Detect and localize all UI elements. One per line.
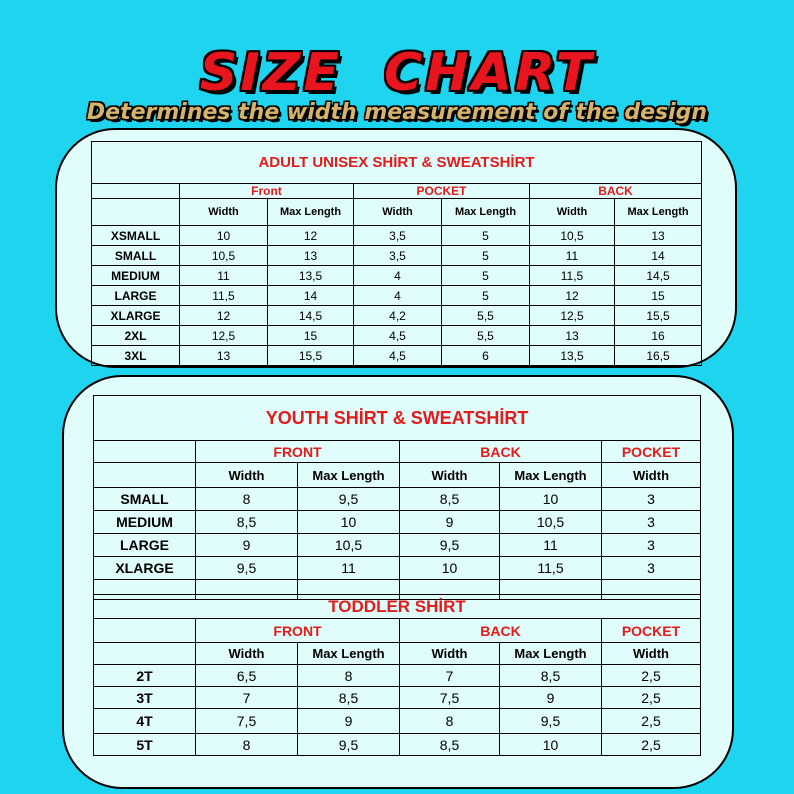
table-cell: 4 [354, 266, 442, 286]
size-label: 3XL [92, 346, 180, 366]
table-cell: 5 [442, 226, 530, 246]
column-header: Max Length [500, 463, 602, 488]
table-cell: 15 [615, 286, 702, 306]
table-cell: 6 [442, 346, 530, 366]
table-cell: 4,5 [354, 346, 442, 366]
table-cell: 8,5 [400, 734, 500, 756]
table-cell: 13 [615, 226, 702, 246]
table-cell: 2,5 [602, 687, 701, 709]
table-cell: 14,5 [615, 266, 702, 286]
column-header: Width [196, 643, 298, 665]
table-row [92, 306, 702, 326]
table-row [94, 687, 701, 709]
table-cell: 11 [180, 266, 268, 286]
table-cell: 11,5 [500, 557, 602, 580]
table-row [92, 346, 702, 366]
table-cell: 9,5 [298, 734, 400, 756]
table-cell: 5 [442, 266, 530, 286]
column-header: Width [196, 463, 298, 488]
table-cell: 9,5 [500, 709, 602, 734]
table-row [94, 534, 701, 557]
table-cell: 10,5 [298, 534, 400, 557]
table-cell: 8 [298, 665, 400, 687]
table-cell: 3,5 [354, 226, 442, 246]
table-cell: 7 [196, 687, 298, 709]
table-cell: 12 [180, 306, 268, 326]
table-cell: 2,5 [602, 665, 701, 687]
table-cell: 10 [500, 734, 602, 756]
table-cell: 6,5 [196, 665, 298, 687]
column-header: Max Length [442, 199, 530, 226]
table-cell: 11 [298, 557, 400, 580]
column-header: Width [530, 199, 615, 226]
table-cell: 2,5 [602, 709, 701, 734]
table-cell: 9 [298, 709, 400, 734]
table-cell: 8 [196, 734, 298, 756]
table-cell: 4,5 [354, 326, 442, 346]
table-cell: 3,5 [354, 246, 442, 266]
table-cell: 16 [615, 326, 702, 346]
table-row [94, 557, 701, 580]
table-cell: 15,5 [268, 346, 354, 366]
table-cell: 9,5 [298, 488, 400, 511]
adult-group-header: POCKET [354, 184, 530, 199]
table-cell: 5 [442, 286, 530, 306]
corner-cell [92, 184, 180, 199]
toddler-group-header: FRONT [196, 619, 400, 643]
corner-cell [92, 199, 180, 226]
column-header: Width [180, 199, 268, 226]
table-cell: 8,5 [196, 511, 298, 534]
table-cell: 10,5 [180, 246, 268, 266]
table-cell: 4 [354, 286, 442, 306]
table-row [92, 246, 702, 266]
size-label: 4T [94, 709, 196, 734]
table-cell: 12 [268, 226, 354, 246]
table-cell: 9 [500, 687, 602, 709]
table-cell: 9,5 [196, 557, 298, 580]
table-cell: 9 [196, 534, 298, 557]
table-row [92, 286, 702, 306]
table-row [92, 226, 702, 246]
size-label: 2XL [92, 326, 180, 346]
size-label: 2T [94, 665, 196, 687]
table-cell: 8,5 [400, 488, 500, 511]
table-cell: 9,5 [400, 534, 500, 557]
table-cell: 11 [500, 534, 602, 557]
corner-cell [94, 441, 196, 463]
column-header: Width [400, 463, 500, 488]
table-cell: 3 [602, 557, 701, 580]
table-cell: 11,5 [180, 286, 268, 306]
table-cell: 7,5 [196, 709, 298, 734]
table-row [92, 326, 702, 346]
column-header: Max Length [298, 463, 400, 488]
table-cell: 5,5 [442, 306, 530, 326]
table-cell: 13,5 [530, 346, 615, 366]
table-cell: 13 [180, 346, 268, 366]
size-label: SMALL [94, 488, 196, 511]
table-cell: 12,5 [530, 306, 615, 326]
table-row [94, 734, 701, 756]
page-title: SIZE CHART [199, 43, 595, 103]
page-subtitle: Determines the width measurement of the design [86, 100, 708, 125]
table-cell: 3 [602, 488, 701, 511]
table-cell: 15 [268, 326, 354, 346]
youth-table-title: YOUTH SHİRT & SWEATSHİRT [94, 396, 701, 441]
table-cell: 10 [180, 226, 268, 246]
size-label: MEDIUM [92, 266, 180, 286]
table-cell: 12 [530, 286, 615, 306]
table-cell: 10,5 [530, 226, 615, 246]
size-label: SMALL [92, 246, 180, 266]
youth-size-table [93, 395, 701, 600]
adult-group-header: Front [180, 184, 354, 199]
corner-cell [94, 463, 196, 488]
table-cell: 8,5 [500, 665, 602, 687]
size-label: XSMALL [92, 226, 180, 246]
column-header: Max Length [268, 199, 354, 226]
table-cell: 13 [268, 246, 354, 266]
youth-group-header: FRONT [196, 441, 400, 463]
table-cell: 10 [298, 511, 400, 534]
table-row [92, 266, 702, 286]
size-label: XLARGE [92, 306, 180, 326]
toddler-group-header: POCKET [602, 619, 701, 643]
size-label: MEDIUM [94, 511, 196, 534]
table-cell: 8,5 [298, 687, 400, 709]
table-cell: 11,5 [530, 266, 615, 286]
table-cell: 14,5 [268, 306, 354, 326]
adult-group-header: BACK [530, 184, 702, 199]
column-header: Width [602, 643, 701, 665]
table-cell: 14 [268, 286, 354, 306]
size-label: XLARGE [94, 557, 196, 580]
adult-table-title: ADULT UNISEX SHİRT & SWEATSHİRT [92, 142, 702, 184]
column-header: Width [602, 463, 701, 488]
table-cell: 5,5 [442, 326, 530, 346]
table-cell: 10 [500, 488, 602, 511]
table-row [94, 511, 701, 534]
table-cell: 5 [442, 246, 530, 266]
column-header: Width [400, 643, 500, 665]
table-cell: 7,5 [400, 687, 500, 709]
table-row [94, 709, 701, 734]
corner-cell [94, 619, 196, 643]
table-cell: 12,5 [180, 326, 268, 346]
column-header: Max Length [298, 643, 400, 665]
table-cell: 2,5 [602, 734, 701, 756]
table-cell: 15,5 [615, 306, 702, 326]
table-cell: 3 [602, 534, 701, 557]
table-cell: 11 [530, 246, 615, 266]
table-cell: 10,5 [500, 511, 602, 534]
table-cell: 10 [400, 557, 500, 580]
size-label: 5T [94, 734, 196, 756]
table-cell: 14 [615, 246, 702, 266]
table-row [94, 488, 701, 511]
column-header: Max Length [615, 199, 702, 226]
table-cell: 13,5 [268, 266, 354, 286]
table-cell: 4,2 [354, 306, 442, 326]
column-header: Max Length [500, 643, 602, 665]
toddler-group-header: BACK [400, 619, 602, 643]
size-label: 3T [94, 687, 196, 709]
adult-size-table [91, 141, 702, 366]
youth-group-header: BACK [400, 441, 602, 463]
table-cell: 3 [602, 511, 701, 534]
table-row [94, 665, 701, 687]
table-cell: 9 [400, 511, 500, 534]
table-cell: 8 [400, 709, 500, 734]
size-label: LARGE [92, 286, 180, 306]
size-label: LARGE [94, 534, 196, 557]
column-header: Width [354, 199, 442, 226]
table-cell: 7 [400, 665, 500, 687]
corner-cell [94, 643, 196, 665]
toddler-size-table [93, 594, 701, 756]
table-cell: 8 [196, 488, 298, 511]
youth-group-header: POCKET [602, 441, 701, 463]
table-cell: 13 [530, 326, 615, 346]
toddler-table-title: TODDLER SHİRT [94, 595, 701, 619]
table-cell: 16,5 [615, 346, 702, 366]
